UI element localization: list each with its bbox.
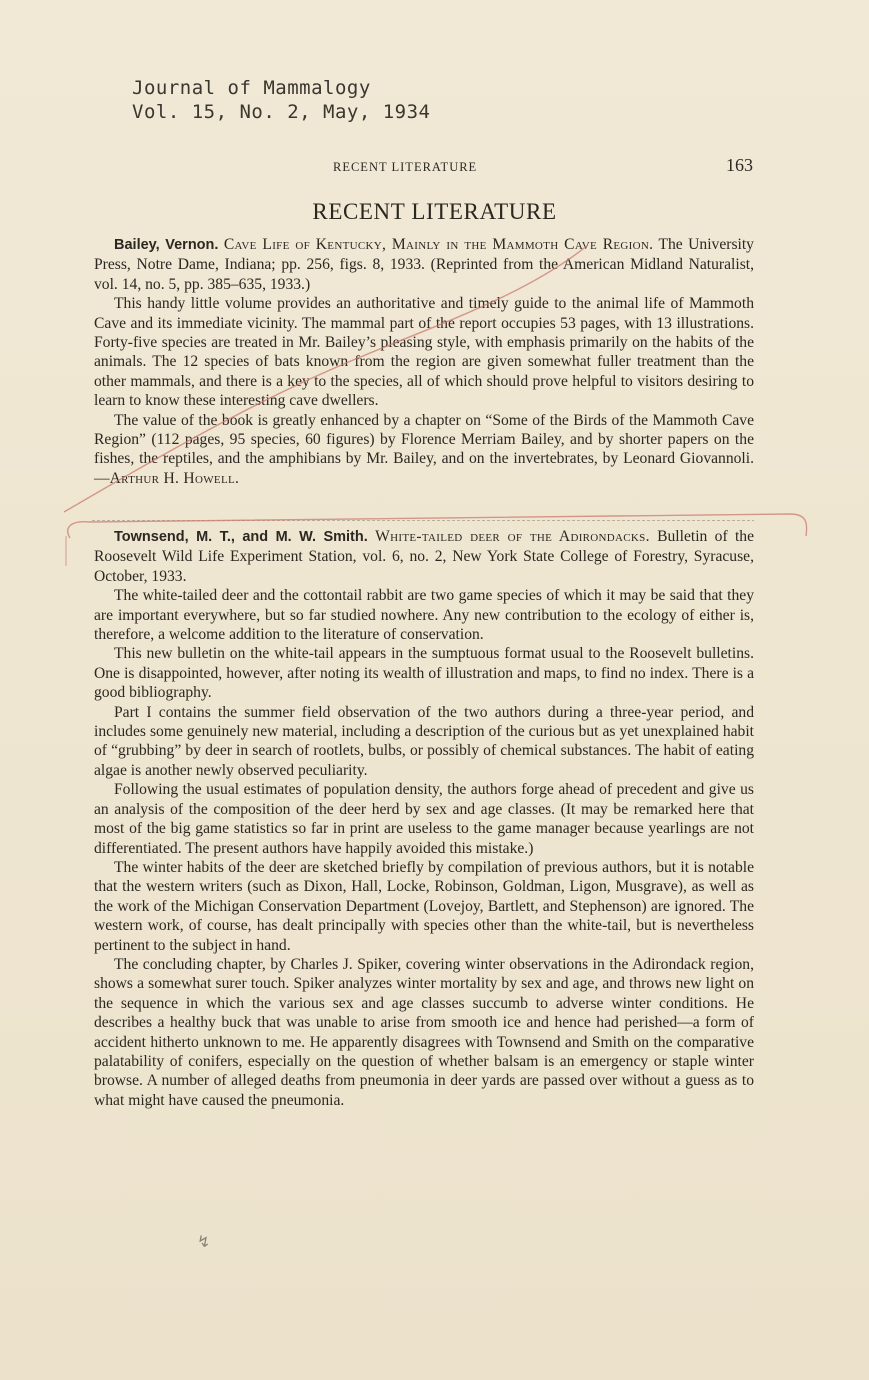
review-paragraph: This handy little volume provides an authoritative and timely guide to the animal life of Mammoth Cave and its immediate vicinity. The mammal part of the report occupies 53 pages, with 13 illustrations. Forty-five species are treated in Mr. Bailey’s pleasing style, with emphasis primarily on the habits of the animals. The 12 species of bats known from the region are given somewhat fuller treatment than the other mammals, and there is a key to the species, all of which should prove helpful to visitors desiring to learn to know these interesting cave dwellers. <box>94 295 754 410</box>
journal-citation-stamp <box>132 76 430 124</box>
pencil-tick-mark: ↯ <box>197 1232 211 1251</box>
review-paragraph: The concluding chapter, by Charles J. Spiker, covering winter observations in the Adirondack region, shows a somewhat surer touch. Spiker analyzes winter mortality by sex and age, and throws new light on the sequence in which the various sex and age classes succumb to adverse winter conditions. He describes a healthy buck that was unable to arise from smooth ice and hence had perished—a form of accident hitherto unknown to me. He apparently disagrees with Townsend and Smith on the comparative palatability of conifers, especially on the question of whether balsam is an emergency or staple winter browse. A number of alleged deaths from pneumonia in deer yards are passed over without a guess as to what might have caused the pneumonia. <box>94 955 754 1109</box>
review-book-title: Cave Life of Kentucky, Mainly in the Mammoth Cave Region. <box>223 236 654 253</box>
review-paragraph: The white-tailed deer and the cottontail rabbit are two game species of which it may be said that they are important everywhere, but so far studied nowhere. Any new contribution to the ecology of either is, therefore, a welcome addition to the literature of conservation. <box>94 587 754 644</box>
review-citation: The University Press, Notre Dame, Indiana; pp. 256, figs. 8, 1933. (Reprinted from the American Midland Naturalist, vol. 14, no. 5, pp. 385–635, 1933.) <box>94 236 754 293</box>
stamp-volume-info: Vol. 15, No. 2, May, 1934 <box>132 101 431 123</box>
review-book-title: White-tailed deer of the Adirondacks. <box>375 528 650 545</box>
stamp-journal-name: Journal of Mammalogy <box>132 77 371 99</box>
review-paragraph: Part I contains the summer field observation of the two authors during a three-year period, and includes some genuinely new material, including a description of the curious but as yet unexplained habit of “grubbing” by deer in search of rootlets, bulbs, or possibly of chemical substances. The habit of eating algae is another newly observed peculiarity. <box>94 703 754 779</box>
review-bailey <box>94 235 754 488</box>
review-heading <box>94 235 754 294</box>
review-divider <box>92 520 754 521</box>
review-paragraph-text: The value of the book is greatly enhanced by a chapter on “Some of the Birds of the Mammoth Cave Region” (112 pages, 95 species, 60 figures) by Florence Merriam Bailey, and by shorter papers on the fishes, the reptiles, and the amphibians by Mr. Bailey, and on the invertebrates, by Leonard Giovannoli.— <box>94 411 754 487</box>
review-paragraph: Following the usual estimates of population density, the authors forge ahead of precedent and give us an analysis of the composition of the deer herd by sex and age classes. (It may be remarked here that most of the big game statistics so far in print are useless to the game manager because yearlings are not differentiated. The present authors have happily avoided this mistake.) <box>94 781 754 857</box>
reviewer-signature: Arthur H. Howell. <box>109 469 240 487</box>
section-title: RECENT LITERATURE <box>312 199 557 224</box>
review-paragraph: The winter habits of the deer are sketched briefly by compilation of previous authors, but it is notable that the western writers (such as Dixon, Hall, Locke, Robinson, Goldman, Ligon, Musgrave), as well as the work of the Michigan Conservation Department (Lovejoy, Bartlett, and Stephenson) are ignored. The western work, of course, has dealt principally with species other than the white-tail, but is nevertheless pertinent to the subject in hand. <box>94 858 754 954</box>
review-author: Bailey, Vernon. <box>114 237 219 253</box>
review-author: Townsend, M. T., and M. W. Smith. <box>114 529 368 545</box>
review-heading <box>94 527 754 586</box>
review-citation: Bulletin of the Roosevelt Wild Life Experiment Station, vol. 6, no. 2, New York State College of Forestry, Syracuse, October, 1933. <box>94 528 754 585</box>
running-head: RECENT LITERATURE <box>333 160 478 174</box>
review-paragraph-final <box>94 411 754 489</box>
review-paragraph: This new bulletin on the white-tail appears in the sumptuous format usual to the Roosevelt bulletins. One is disappointed, however, after noting its wealth of illustration and maps, to find no index. There is a good bibliography. <box>94 645 754 702</box>
review-townsend-smith <box>94 527 754 1110</box>
page-number: 163 <box>726 155 753 175</box>
